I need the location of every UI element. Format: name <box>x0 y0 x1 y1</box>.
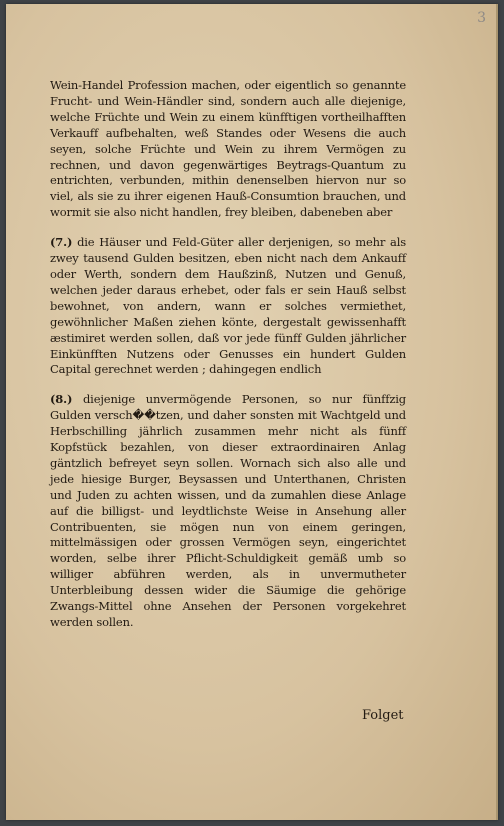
document-body <box>50 78 406 631</box>
paragraph-number: (8.) <box>50 392 73 407</box>
paragraph-text: die Häuser und Feld-Güter aller derjenigen, so mehr als zwey tausend Gulden besitzen, eben nicht nach dem Ankauff oder Werth, sondern dem Haußzinß, Nutzen und Genuß, welchen jeder daraus erhebet, oder fals er sein Hauß selbst bewohnet, von andern, wann er solches vermiethet, gewöhnlicher Maßen ziehen könte, dergestalt gewissenhafft æstimiret werden sollen, daß vor jede fünff Gulden jährlicher Einkünfften Nutzens oder Genusses ein hundert Gulden Capital gerechnet werden ; dahingegen endlich <box>50 235 406 377</box>
paragraph-7 <box>50 235 406 378</box>
paragraph-continuation <box>50 78 406 221</box>
paragraph-text: diejenige unvermögende Personen, so nur fünffzig Gulden versch��tzen, und daher sonsten mit Wachtgeld und Herbschilling jährlich zusammen mehr nicht als fünff Kopfstück bezahlen, von dieser extraordinairen Anlag gäntzlich befreyet seyn sollen. Wornach sich also alle und jede hiesige Burger, Beysassen und Unterthanen, Christen und Juden zu achten wissen, und da zumahlen diese Anlage auf die billigst- und leydtlichste Weise in Ansehung aller Contribuenten, sie mögen nun von einem geringen, mittelmässigen oder grossen Vermögen seyn, eingerichtet worden, selbe ihrer Pflicht-Schuldigkeit gemäß umb so williger abführen werden, als in unvermutheter Unterbleibung dessen wider die Säumige die gehörige Zwangs-Mittel ohne Ansehen der Personen vorgekehret werden sollen. <box>50 392 406 629</box>
catchword: Folget <box>362 708 404 723</box>
paragraph-8 <box>50 392 406 631</box>
paragraph-text: Wein-Handel Profession machen, oder eigentlich so genannte Frucht- und Wein-Händler sind, sondern auch alle diejenige, welche Früchte und Wein zu einem künfftigen vortheilhafften Verkauff aufbehalten, weß Standes oder Wesens die auch seyen, solche Früchte und Wein zu ihrem Vermögen zu rechnen, und davon gegenwärtiges Beytrags-Quantum zu entrichten, verbunden, mithin denenselben hiervon nur so viel, als sie zu ihrer eigenen Hauß-Consumtion brauchen, und wormit sie also nicht handlen, frey bleiben, dabeneben aber <box>50 78 406 220</box>
paragraph-number: (7.) <box>50 235 73 250</box>
page-number-mark: 3 <box>477 10 486 26</box>
document-page <box>6 4 498 820</box>
